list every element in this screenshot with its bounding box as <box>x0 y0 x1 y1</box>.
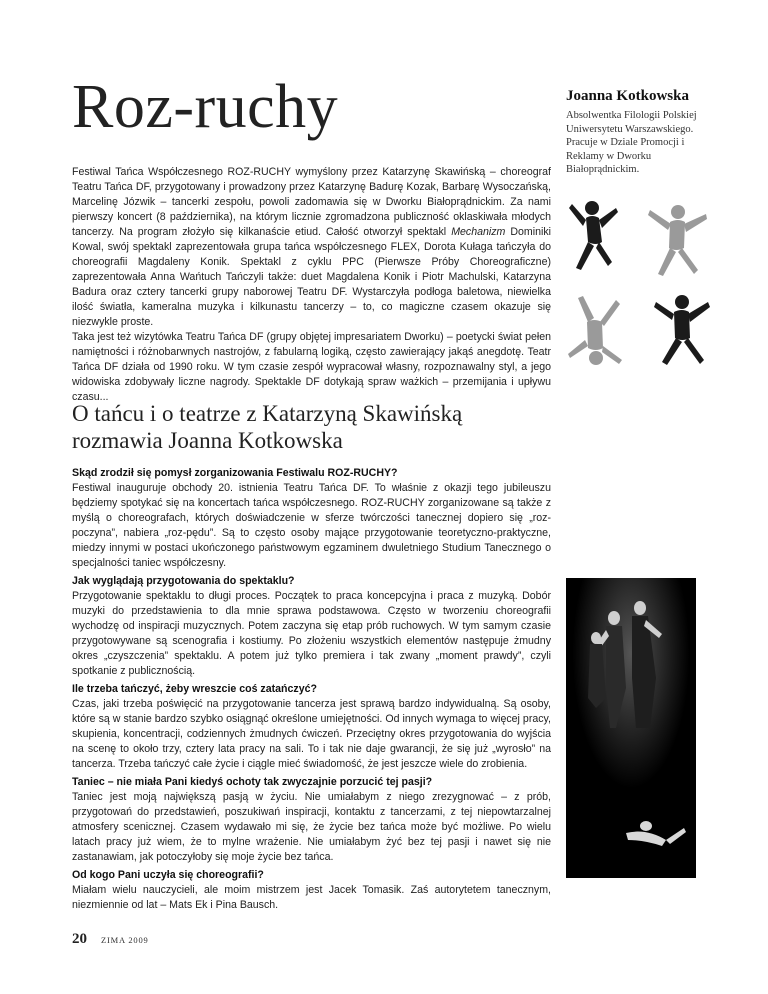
dancing-figures-illustration <box>566 190 716 380</box>
question: Jak wyglądają przygotowania do spektaklu? <box>72 575 295 587</box>
dancer-figure-3 <box>568 296 622 365</box>
intro-text <box>72 165 551 405</box>
author-sidebar <box>566 88 746 177</box>
interview-heading: O tańcu i o teatrze z Katarzyną Skawińską rozmawia Joanna Kotkowska <box>72 401 463 453</box>
intro-paragraph-2: Taka jest też wizytówka Teatru Tańca DF (grupy objętej impresariatem Dworku) – poetycki świat pełen namiętności i różnobarwnych nastrojów, z fabularną logiką, często zawierający jakąś anegdotę. Teatr Tańca DF działa od 1990 roku. W tym czasie zespół wypracował własny, rozpoznawalny styl, a jego widowiska zdobywały liczne nagrody. Spektakle DF dotykają spraw ważkich – przemijania i upływu czasu... <box>72 331 551 403</box>
question: Taniec – nie miała Pani kiedyś ochoty tak zwyczajnie porzucić tej pasji? <box>72 776 433 788</box>
answer: Festiwal inauguruje obchody 20. istnienia Teatru Tańca DF. To właśnie z okazji tego jubileuszu będziemy spotykać się na koncertach tańca współczesnego. ROZ-RUCHY zorganizowane są także z myślą o choreografach, których doświadczenie w sferze twórczości tanecznej dopiero się „roz-poczyna”, nabiera „roz-pędu”. Są to często osoby mające przygotowanie teoretyczno-praktyczne, miedzy innymi w postaci ukończonego państwowym egzaminem dwuletniego Studium Tanecznego o specjalności taniec współczesny. <box>72 482 551 569</box>
question: Od kogo Pani uczyła się choreografii? <box>72 869 264 881</box>
page-footer <box>72 930 149 948</box>
author-name: Joanna Kotkowska <box>566 88 689 104</box>
answer: Taniec jest moją największą pasją w życiu. Nie umiałabym z niego zrezygnować – z prób, przygotowań do przedstawień, poszukiwań inspiracji, kontaktu z tancerzami, z tej niepowtarzalnej atmosfery scenicznej. Czasem wydawało mi się, że życie bez tańca może być możliwe. Po wielu latach pracy już wiem, że to mylne wrażenie. Nie umiałabym żyć bez tej pasji i nawet się nie zastanawiam, jak potoczyłoby się moje życie bez tańca. <box>72 791 551 863</box>
spectacle-title: Mechanizm <box>451 226 506 238</box>
question: Ile trzeba tańczyć, żeby wreszcie coś zatańczyć? <box>72 683 317 695</box>
dance-performance-photo <box>566 578 696 878</box>
article-title: Roz-ruchy <box>72 73 339 141</box>
page-number: 20 <box>72 931 87 947</box>
question: Skąd zrodził się pomysł zorganizowania Festiwalu ROZ-RUCHY? <box>72 467 398 479</box>
author-bio: Absolwentka Filologii Polskiej Uniwersytetu Warszawskiego. Pracuje w Dziale Promocji i Reklamy w Dworku Białoprądnickim. <box>566 110 697 175</box>
answer: Przygotowanie spektaklu to długi proces. Początek to praca koncepcyjna i praca z muzyką. Dobór muzyki do przedstawienia to dla mnie sprawa podstawowa. Często w tworzeniu choreografii wychodzę od inspiracji muzycznych. Potem zaczyna się etap prób ruchowych. W tym samym czasie przygotowywane są scenografia i kostiumy. Po złożeniu wszystkich elementów następuje żmudny okres „czyszczenia” spektaklu. A potem już tylko premiera i tak zwany „moment prawdy”, czyli spotkanie z publicznością. <box>72 590 551 677</box>
dancer-figure-2 <box>648 205 707 276</box>
answer: Miałam wielu nauczycieli, ale moim mistrzem jest Jacek Tomasik. Zaś autorytetem tanecznym, niezmiennie od lat – Mats Ek i Pina Bausch. <box>72 884 551 911</box>
answer: Czas, jaki trzeba poświęcić na przygotowanie tancerza jest sprawą bardzo indywidualną. Są osoby, które są w stanie bardzo szybko osiągnąć określone umiejętności. Od innych wymaga to więcej pracy, skupienia, koncentracji, codziennych żmudnych ćwiczeń. Przeciętny okres przygotowania do wyjścia na scenę to około trzy, cztery lata pracy na sali. To i tak nie daje gwarancji, że się już „wyrosło” na tancerza. Trzeba tańczyć całe życie i ciągle mieć świadomość, że jest jeszcze wiele do zrobienia. <box>72 698 551 770</box>
intro-paragraph-1: Festiwal Tańca Współczesnego ROZ-RUCHY wymyślony przez Katarzynę Skawińską – choreograf Teatru Tańca DF, przygotowany i prowadzony przez Katarzynę Badurę Kozak, Barbarę Wysoczańską, Marcelinę Józwik – tancerki zespołu, powoli zadomawia się w Dworku Białoprądnickim. Za nami pierwszy koncert (8 października), na którym licznie zgromadzona publiczność oklaskiwała młodych tancerzy. Na program złożyło się kilkanaście etiud. Całość otworzył spektakl Mechanizm Dominiki Kowal, swój spektakl zaprezentowała grupa tańca współczesnego FLEX, Dorota Kułaga tańczyła do choreografii Magdaleny Konik. Spektakl z cyklu PPC (Pierwsze Próby Choreograficzne) zaprezentowała Anna Wańtuch Tańczyli także: duet Magdalena Konik i Piotr Machulski, Katarzyna Badura oraz cztery tancerki grupy naborowej Teatru DF. Wystarczyła podłoga baletowa, niewielka ilość światła, kameralna muzyka i kilkunastu tancerzy – to, co magiczne czasem okazuje się niezwykle proste. <box>72 166 551 328</box>
dancer-figure-4 <box>654 295 710 365</box>
dancer-figure-1 <box>569 201 618 270</box>
interview-body <box>72 466 551 916</box>
issue-label: ZIMA 2009 <box>101 935 149 945</box>
